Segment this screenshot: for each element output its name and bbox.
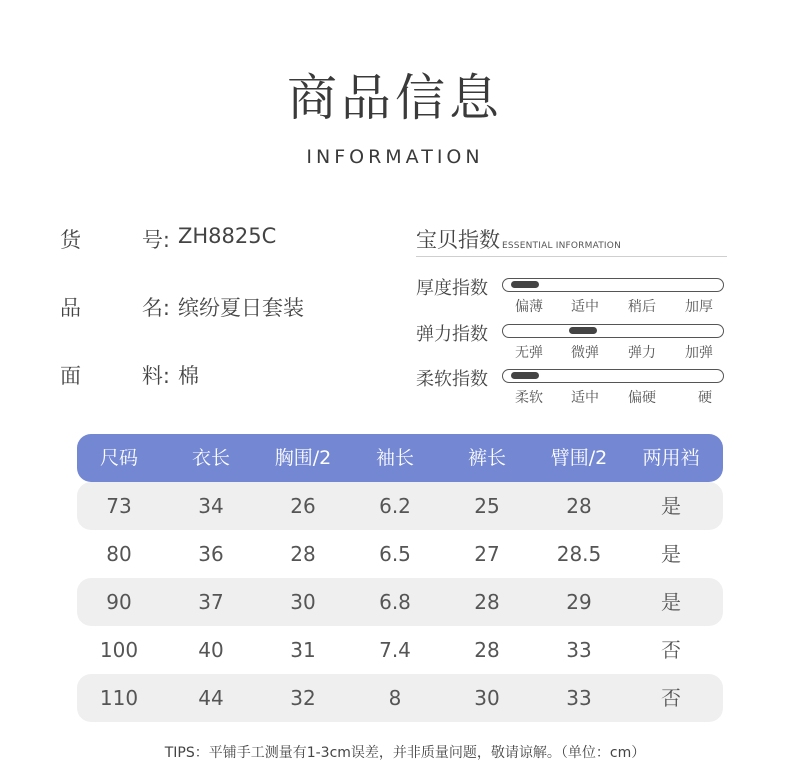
index-option: 稍后 bbox=[628, 299, 656, 315]
indices-title-en: ESSENTIAL INFORMATION bbox=[502, 241, 622, 251]
table-cell: 80 bbox=[106, 542, 132, 566]
table-cell: 是 bbox=[661, 494, 681, 518]
table-cell: 100 bbox=[99, 638, 139, 662]
table-cell: 27 bbox=[474, 542, 500, 566]
table-cell: 31 bbox=[290, 638, 316, 662]
index-track bbox=[502, 324, 724, 338]
table-cell: 是 bbox=[661, 590, 681, 614]
table-cell: 29 bbox=[566, 590, 592, 614]
index-softness bbox=[416, 365, 736, 411]
info-value: ZH8825C bbox=[178, 224, 277, 248]
table-cell: 36 bbox=[198, 542, 224, 566]
index-options bbox=[515, 387, 717, 405]
info-item-article-number bbox=[60, 224, 276, 254]
info-label-char: 号: bbox=[141, 228, 170, 252]
table-row bbox=[77, 626, 723, 674]
table-cell: 否 bbox=[661, 686, 681, 710]
index-option: 加厚 bbox=[685, 299, 713, 315]
index-option: 偏薄 bbox=[515, 299, 543, 315]
table-cell: 28 bbox=[474, 638, 500, 662]
index-indicator bbox=[511, 281, 539, 288]
index-option: 弹力 bbox=[628, 345, 656, 361]
table-cell: 40 bbox=[198, 638, 224, 662]
info-label-char: 名: bbox=[141, 296, 170, 320]
table-cell: 30 bbox=[290, 590, 316, 614]
size-table-header bbox=[77, 434, 723, 482]
info-item-product-name bbox=[60, 292, 304, 322]
index-options bbox=[515, 296, 717, 314]
index-option: 适中 bbox=[571, 299, 599, 315]
table-row bbox=[77, 674, 723, 722]
info-label bbox=[60, 360, 170, 390]
indices-divider bbox=[416, 256, 727, 257]
info-label bbox=[60, 224, 170, 254]
column-header: 衣长 bbox=[191, 447, 230, 469]
index-option: 无弹 bbox=[515, 345, 543, 361]
indices-heading bbox=[416, 224, 621, 254]
table-cell: 6.5 bbox=[379, 542, 411, 566]
column-header: 胸围/2 bbox=[274, 447, 332, 469]
index-option: 偏硬 bbox=[628, 390, 656, 406]
table-cell: 32 bbox=[290, 686, 316, 710]
tips-note: TIPS：平铺手工测量有1-3cm误差，并非质量问题，敬请谅解。（单位：cm） bbox=[164, 745, 646, 761]
column-header: 尺码 bbox=[99, 447, 138, 469]
index-track bbox=[502, 278, 724, 292]
info-label bbox=[60, 292, 170, 322]
index-option: 柔软 bbox=[515, 390, 543, 406]
info-value: 棉 bbox=[178, 364, 199, 388]
info-label-char: 货 bbox=[60, 228, 81, 252]
index-option: 适中 bbox=[571, 390, 599, 406]
table-cell: 37 bbox=[198, 590, 224, 614]
page-title: 商品信息 bbox=[287, 69, 503, 127]
indices-title: 宝贝指数 bbox=[416, 228, 500, 252]
index-options bbox=[515, 342, 717, 360]
table-cell: 26 bbox=[290, 494, 316, 518]
table-cell: 28 bbox=[290, 542, 316, 566]
index-indicator bbox=[569, 327, 597, 334]
table-cell: 30 bbox=[474, 686, 500, 710]
column-header: 臂围/2 bbox=[550, 447, 608, 469]
index-option: 微弹 bbox=[571, 345, 599, 361]
table-cell: 否 bbox=[661, 638, 681, 662]
table-row bbox=[77, 482, 723, 530]
index-label: 柔软指数 bbox=[416, 369, 488, 390]
info-value: 缤纷夏日套装 bbox=[178, 296, 304, 320]
table-cell: 90 bbox=[106, 590, 132, 614]
table-cell: 34 bbox=[198, 494, 224, 518]
index-indicator bbox=[511, 372, 539, 379]
index-label: 厚度指数 bbox=[416, 278, 488, 299]
table-row bbox=[77, 530, 723, 578]
table-cell: 110 bbox=[99, 686, 139, 710]
index-label: 弹力指数 bbox=[416, 324, 488, 345]
info-item-material bbox=[60, 360, 199, 390]
table-cell: 73 bbox=[106, 494, 132, 518]
table-cell: 28 bbox=[566, 494, 592, 518]
info-label-char: 料: bbox=[141, 364, 170, 388]
index-option: 加弹 bbox=[685, 345, 713, 361]
table-cell: 25 bbox=[474, 494, 500, 518]
table-cell: 28.5 bbox=[556, 542, 602, 566]
column-header: 袖长 bbox=[375, 447, 414, 469]
index-elasticity bbox=[416, 320, 736, 366]
index-track bbox=[502, 369, 724, 383]
page-subtitle: INFORMATION bbox=[306, 146, 484, 168]
table-cell: 6.2 bbox=[379, 494, 411, 518]
table-cell: 6.8 bbox=[379, 590, 411, 614]
info-label-char: 品 bbox=[60, 296, 81, 320]
info-label-char: 面 bbox=[60, 364, 81, 388]
index-thickness bbox=[416, 274, 736, 320]
table-cell: 33 bbox=[566, 686, 592, 710]
table-cell: 44 bbox=[198, 686, 224, 710]
table-cell: 33 bbox=[566, 638, 592, 662]
table-cell: 7.4 bbox=[379, 638, 411, 662]
table-cell: 8 bbox=[388, 686, 402, 710]
table-cell: 28 bbox=[474, 590, 500, 614]
column-header: 裤长 bbox=[467, 447, 506, 469]
index-option: 硬 bbox=[698, 390, 712, 406]
table-row bbox=[77, 578, 723, 626]
column-header: 两用裆 bbox=[642, 447, 700, 469]
table-cell: 是 bbox=[661, 542, 681, 566]
